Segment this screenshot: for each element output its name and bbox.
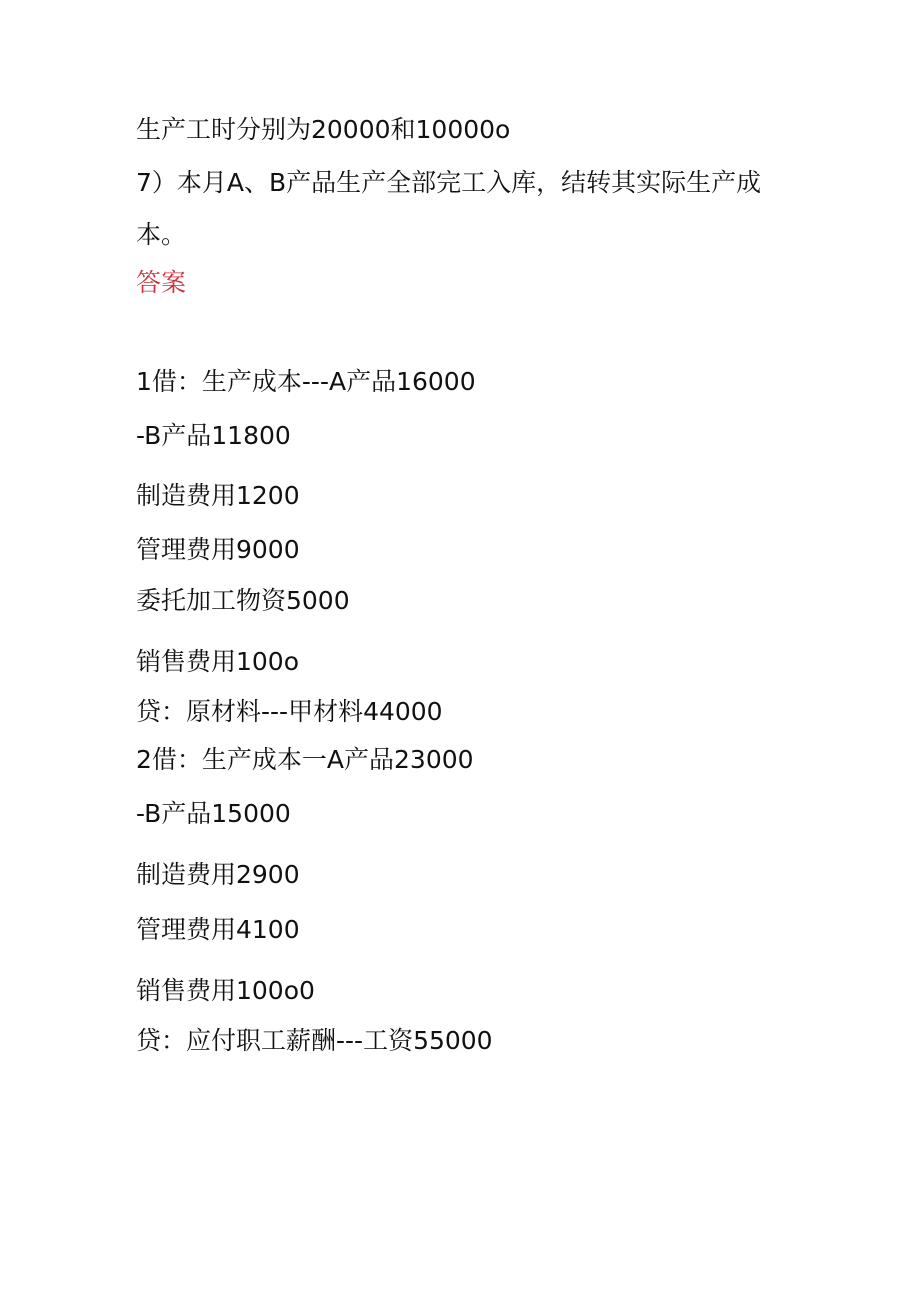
answer-line-13: 贷：应付职工薪酬---工资55000 [136,1026,493,1055]
question-line-1: 生产工时分别为20000和10000o [136,115,511,144]
answer-line-11: 管理费用4100 [136,915,300,944]
answer-line-5: 委托加工物资5000 [136,586,350,615]
answer-line-8: 2借：生产成本一A产品23000 [136,745,474,774]
answer-line-9: -B产品15000 [136,799,291,828]
question-line-2: 7）本月A、B产品生产全部完工入库，结转其实际生产成 [136,168,762,197]
answer-line-3: 制造费用1200 [136,481,300,510]
answer-line-2: -B产品11800 [136,421,291,450]
answer-line-4: 管理费用9000 [136,535,300,564]
answer-line-12: 销售费用100o0 [136,976,315,1005]
question-line-3: 本。 [136,220,187,249]
answer-line-7: 贷：原材料---甲材料44000 [136,697,443,726]
answer-label: 答案 [136,268,187,297]
answer-line-1: 1借：生产成本---A产品16000 [136,367,476,396]
answer-line-6: 销售费用100o [136,647,300,676]
answer-line-10: 制造费用2900 [136,860,300,889]
